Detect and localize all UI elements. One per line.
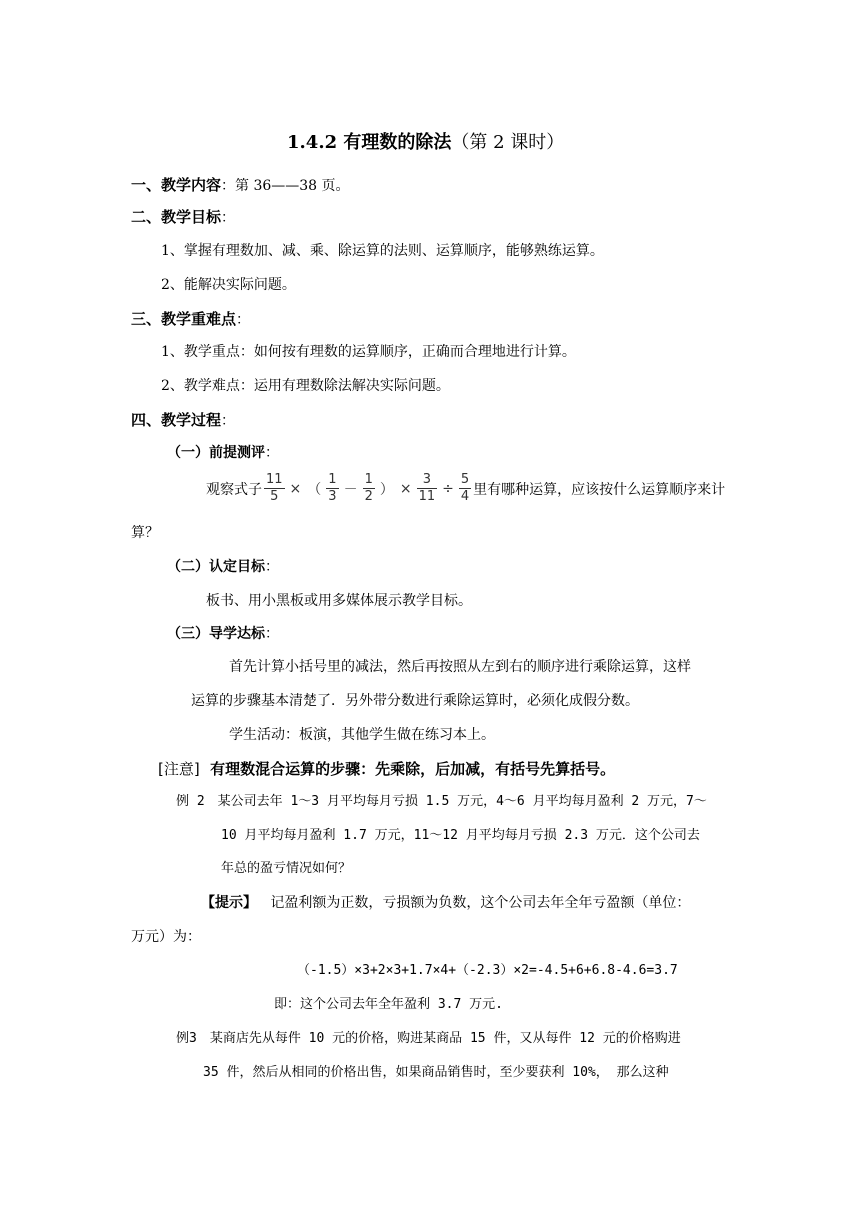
hint-continuation: 万元）为： (131, 929, 201, 945)
times-operator: × (399, 480, 412, 497)
example-2-line: 例 2 某公司去年 1～3 月平均每月亏损 1.5 万元，4～6 月平均每月盈利 2 万元，7～ (176, 794, 707, 809)
numerator: 3 (422, 472, 431, 487)
expression-continuation: 算？ (131, 525, 159, 541)
paragraph-line: 运算的步骤基本清楚了．另外带分数进行乘除运算时，必须化成假分数。 (191, 693, 639, 709)
section-colon: ： (236, 312, 251, 328)
example-3-line: 35 件，然后从相同的价格出售，如果商品销售时，至少要获利 10%， 那么这种 (203, 1065, 669, 1080)
page-title (287, 133, 564, 153)
fraction (417, 472, 438, 505)
section-text: ：第 36——38 页。 (221, 178, 350, 194)
numerator: 1 (364, 472, 373, 487)
goal-item: 1、掌握有理数加、减、乘、除运算的法则、运算顺序，能够熟练运算。 (161, 243, 604, 259)
expression-line (206, 472, 725, 505)
part-colon: ： (265, 445, 279, 461)
hint-formula: （-1.5）×3+2×3+1.7×4+（-2.3）×2=-4.5+6+6.8-4.6=3.7 (297, 963, 678, 978)
numerator: 11 (266, 472, 283, 487)
part-colon: ： (265, 559, 279, 575)
paragraph-line: 学生活动：板演，其他学生做在练习本上。 (229, 727, 495, 743)
note-text: 有理数混合运算的步骤：先乘除，后加减，有括号先算括号。 (210, 760, 616, 778)
title-paren: （第 2 课时） (451, 132, 565, 153)
numerator: 1 (328, 472, 337, 487)
hint-conclusion: 即：这个公司去年全年盈利 3.7 万元. (274, 997, 503, 1012)
denominator: 5 (270, 489, 279, 504)
minus-operator: － (343, 481, 358, 498)
denominator: 4 (460, 489, 470, 504)
note-tag: [注意] (158, 760, 200, 778)
section-teaching-content (131, 175, 350, 196)
left-paren: （ (307, 481, 322, 498)
part-set-goals (167, 557, 279, 577)
denominator: 11 (418, 489, 436, 504)
part-prior-assessment (167, 443, 279, 463)
section-key-points (131, 309, 250, 330)
attention-note (158, 759, 615, 779)
section-teaching-goals (131, 207, 235, 228)
part-colon: ： (265, 626, 279, 642)
denominator: 3 (328, 489, 337, 504)
expression-suffix: 里有哪种运算，应该按什么运算顺序来计 (473, 481, 726, 498)
hint-line (201, 893, 690, 913)
denominator: 2 (364, 489, 373, 504)
section-heading: 三、教学重难点 (131, 310, 237, 328)
section-heading: 二、教学目标 (131, 208, 222, 226)
section-heading: 一、教学内容 (131, 176, 222, 194)
example-2-line: 年总的盈亏情况如何？ (221, 861, 352, 876)
fraction (459, 472, 471, 505)
numerator: 5 (460, 472, 470, 487)
section-heading: 四、教学过程 (131, 411, 222, 429)
section-teaching-process (131, 410, 235, 431)
section-colon: ： (221, 413, 236, 429)
hint-tag: 【提示】 (201, 895, 257, 911)
title-main: 1.4.2 有理数的除法 (287, 132, 452, 153)
part-heading: （二）认定目标 (167, 559, 265, 575)
example-3-line: 例3 某商店先从每件 10 元的价格，购进某商品 15 件，又从每件 12 元的价格购进 (176, 1031, 681, 1046)
expression-prefix: 观察式子 (206, 481, 262, 498)
fraction (264, 472, 285, 505)
fraction (326, 472, 338, 505)
divide-operator: ÷ (442, 480, 454, 497)
part-guided-learning (167, 624, 279, 644)
example-2-line: 10 月平均每月盈利 1.7 万元，11～12 月平均每月亏损 2.3 万元．这个公司去 (221, 828, 700, 843)
section-colon: ： (221, 210, 236, 226)
part-heading: （一）前提测评 (167, 445, 265, 461)
right-paren: ） (379, 481, 394, 498)
key-point-item: 1、教学重点：如何按有理数的运算顺序，正确而合理地进行计算。 (161, 344, 576, 360)
times-operator: × (289, 480, 302, 497)
key-point-item: 2、教学难点：运用有理数除法解决实际问题。 (161, 378, 450, 394)
fraction (363, 472, 375, 505)
hint-text: 记盈利额为正数，亏损额为负数，这个公司去年全年亏盈额（单位： (270, 895, 691, 911)
part-text: 板书、用小黑板或用多媒体展示教学目标。 (206, 593, 472, 609)
part-heading: （三）导学达标 (167, 626, 265, 642)
paragraph-line: 首先计算小括号里的减法，然后再按照从左到右的顺序进行乘除运算，这样 (229, 659, 691, 675)
goal-item: 2、能解决实际问题。 (161, 277, 296, 293)
